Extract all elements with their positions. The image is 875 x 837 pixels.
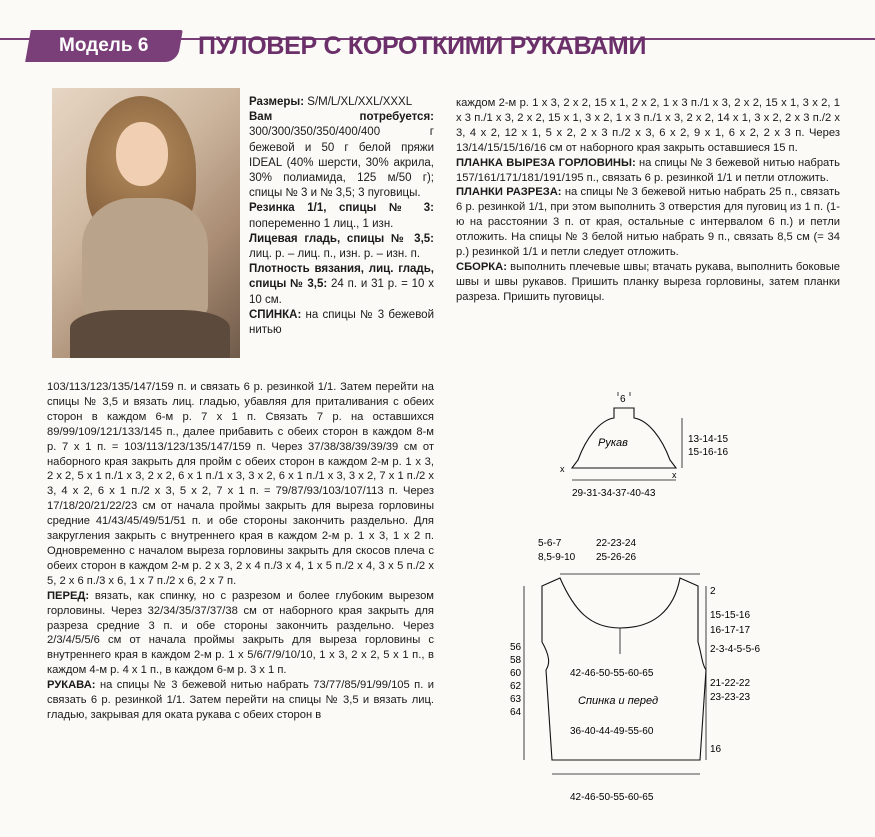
body-diagram <box>510 530 790 810</box>
sleeves-paragraph <box>47 678 434 723</box>
model-photo <box>52 88 240 358</box>
photo-sweater <box>82 198 208 318</box>
hem-width: 42-46-50-55-60-65 <box>570 792 654 803</box>
body-height-1: 56 <box>510 642 522 653</box>
back-intro-paragraph <box>249 308 434 338</box>
materials-paragraph <box>249 110 434 201</box>
sleeve-height-1: 13-14-15 <box>688 434 729 445</box>
density-paragraph <box>249 262 434 308</box>
materials-label: Вам потребуется: <box>249 111 434 124</box>
body-height-2: 58 <box>510 655 522 666</box>
back-label: СПИНКА: <box>249 308 302 321</box>
back-intro-value: на спицы № 3 бежевой нитью <box>249 308 434 337</box>
sleeve-diagram <box>548 388 778 506</box>
neck-width-1: 5-6-7 <box>538 538 562 549</box>
sleeve-label: Рукав <box>598 437 628 449</box>
sizes-paragraph <box>249 95 434 110</box>
placket-paragraph <box>456 185 840 260</box>
neck-width-2: 8,5-9-10 <box>538 552 576 563</box>
right-armhole-dim-1: 21-22-22 <box>710 678 751 689</box>
stockinette-label: Лицевая гладь, спицы № 3,5: <box>249 232 434 245</box>
right-armhole-dim-2: 23-23-23 <box>710 692 751 703</box>
waist-width: 36-40-44-49-55-60 <box>570 726 654 737</box>
body-height-4: 62 <box>510 681 522 692</box>
assembly-label: СБОРКА: <box>456 260 507 273</box>
sleeve-top-width: 6 <box>620 394 626 405</box>
right-bottom-dim: 16 <box>710 744 722 755</box>
sizes-label: Размеры: <box>249 96 305 108</box>
sleeve-width-label: 29-31-34-37-40-43 <box>572 488 656 499</box>
page-header <box>0 30 875 78</box>
right-shoulder-dim-1: 15-15-16 <box>710 610 751 621</box>
photo-skirt <box>70 310 230 358</box>
assembly-value: выполнить плечевые швы; втачать рукава, выполнить боковые швы и швы рукавов. Пришить планку выреза горловины, затем планки разреза. Пришить пуговицы. <box>456 260 840 303</box>
right-shoulder-dim-2: 16-17-17 <box>710 625 751 636</box>
rib-value: попеременно 1 лиц., 1 изн. <box>249 217 394 230</box>
body-label: Спинка и перед <box>578 695 659 707</box>
model-number-label: Модель 6 <box>59 35 149 56</box>
photo-face <box>116 122 168 186</box>
sleeve-height-2: 15-16-16 <box>688 447 729 458</box>
chest-width: 42-46-50-55-60-65 <box>570 668 654 679</box>
materials-column <box>249 95 434 338</box>
instructions-right-column <box>456 96 840 305</box>
materials-value: 300/300/350/350/400/400 г бежевой и 50 г белой пряжи IDEAL (40% шерсти, 30% акрила, 30% полиамида, 125 м/50 г); спицы № 3 и № 3,5; 3 пуговицы. <box>249 126 434 200</box>
page-title: ПУЛОВЕР С КОРОТКИМИ РУКАВАМИ <box>198 32 647 60</box>
density-label: Плотность вязания, лиц. гладь, спицы № 3,5: <box>249 263 434 291</box>
body-height-5: 63 <box>510 694 522 705</box>
density-value: 24 п. и 31 р. = 10 х 10 см. <box>249 278 435 306</box>
placket-value: на спицы № 3 бежевой нитью набрать 25 п., связать 6 р. резинкой 1/1, при этом выполнить 3 отверстия для пуговиц из 1 п. (1-ю на расстоянии 3 п. от края, остальные с интервалом 6 п.) и петли отложить. На спицы № 3 белой нитью набрать 9 п., связать 8,5 см (= 34 р.) резинкой 1/1 и петли следует отложить. <box>456 186 840 259</box>
assembly-paragraph <box>456 260 840 305</box>
model-number-tag <box>25 30 183 62</box>
back-instructions: 103/113/123/135/147/159 п. и связать 6 р. резинкой 1/1. Затем перейти на спицы № 3,5 и вязать лиц. гладью, убавляя для приталивания с обеих сторон в каждом 6-м р. 7 х 1 п. Связать 7 р. на оставшихся 89/99/109/121/133/145 п., далее прибавить с обеих сторон в каждом 8-м р. 7 х 1 п. = 103/113/123/135/147/159 п. Через 37/38/38/39/39/39 см от наборного края закрыть для пройм с обеих сторон в каждом 2-м р. 1 х 3, 2 х 2, 5 х 1 п./1 х 3, 2 х 2, 6 х 1 п./1 х 3, 3 х 2, 6 х 1 п./1 х 3, 3 х 2, 7 х 1 п./2 х 3, 4 х 2, 6 х 1 п./2 х 3, 5 х 2, 7 х 1 п. = 79/87/93/103/107/113 п. Через 17/18/20/21/22/23 см от начала проймы закрыть для выреза горловины средние 41/43/45/49/51/51 п. и обе стороны закончить раздельно. Для закругления закрыть с внутреннего края в каждом 2-м р. 1 х 3, 1 х 2 п. Одновременно с началом выреза горловины закрыть для скосов плеча с обеих сторон в каждом 2-м р. 2 х 3, 2 х 4 п./3 х 4, 1 х 5 п./2 х 4, 3 х 5 п./2 х 5, 2 х 6 п./3 х 6, 1 х 7 п./2 х 6, 2 х 7 п. <box>47 381 434 587</box>
sleeves-value: на спицы № 3 бежевой нитью набрать 73/77/85/91/99/105 п. и связать 6 р. резинкой 1/1. Затем перейти на спицы № 3,5 и вязать лиц. гладью, закрывая для оката рукава с обеих сторон в <box>47 679 434 721</box>
right-top-dim: 2 <box>710 586 716 597</box>
stockinette-paragraph <box>249 232 434 262</box>
instructions-left-column <box>47 380 434 723</box>
rib-paragraph <box>249 201 434 231</box>
neckband-value: на спицы № 3 бежевой нитью набрать 157/161/171/181/191/195 п., связать 6 р. резинкой 1/1 и петли отложить. <box>456 156 840 184</box>
shoulder-width-1: 22-23-24 <box>596 538 637 549</box>
sleeves-label: РУКАВА: <box>47 679 96 692</box>
body-height-3: 60 <box>510 668 522 679</box>
neckband-label: ПЛАНКА ВЫРЕЗА ГОРЛОВИНЫ: <box>456 156 636 169</box>
neckband-paragraph <box>456 156 840 186</box>
sleeve-mark-right: x <box>672 470 677 480</box>
front-value: вязать, как спинку, но с разрезом и более глубоким вырезом горловины. Через 32/34/35/37/37/38 см от наборного края закрыть для разреза средние 3 п. и обе стороны закончить раздельно. Через 2/3/4/5/5/6 см от начала проймы закрыть для выреза горловины с внутреннего края в каждом 2-м р. 1 х 5/6/7/9/10/10, 1 х 3, 2 х 2, 5 х 1 п., в каждом 4-м р. 4 х 1 п., в каждом 6-м р. 3 х 1 п. <box>47 589 434 677</box>
sleeve-continuation: каждом 2-м р. 1 х 3, 2 х 2, 15 х 1, 2 х 2, 1 х 3 п./1 х 3, 2 х 2, 15 х 1, 3 х 2, 1 х 3 п./1 х 3, 2 х 2, 15 х 1, 3 х 2, 1 х 3 п./1 х 3, 2 х 2, 14 х 1, 3 х 2, 2 х 3 п./2 х 3, 4 х 2, 12 х 1, 5 х 2, 2 х 3 п./2 х 3, 6 х 2, 9 х 1, 6 х 2, 2 х 3 п. Через 13/14/15/15/16/16 см от наборного края закрыть оставшиеся 15 п. <box>456 97 840 154</box>
sizes-value: S/M/L/XL/XXL/XXXL <box>304 96 413 108</box>
placket-label: ПЛАНКИ РАЗРЕЗА: <box>456 186 562 199</box>
rib-label: Резинка 1/1, спицы № 3: <box>249 202 434 215</box>
front-paragraph <box>47 589 434 678</box>
stockinette-value: лиц. р. – лиц. п., изн. р. – изн. п. <box>249 248 421 261</box>
sleeve-mark-left: x <box>560 464 565 474</box>
body-height-6: 64 <box>510 707 522 718</box>
front-label: ПЕРЕД: <box>47 589 90 602</box>
right-slit-dim: 2-3-4-5-5-6 <box>710 644 761 655</box>
shoulder-width-2: 25-26-26 <box>596 552 637 563</box>
